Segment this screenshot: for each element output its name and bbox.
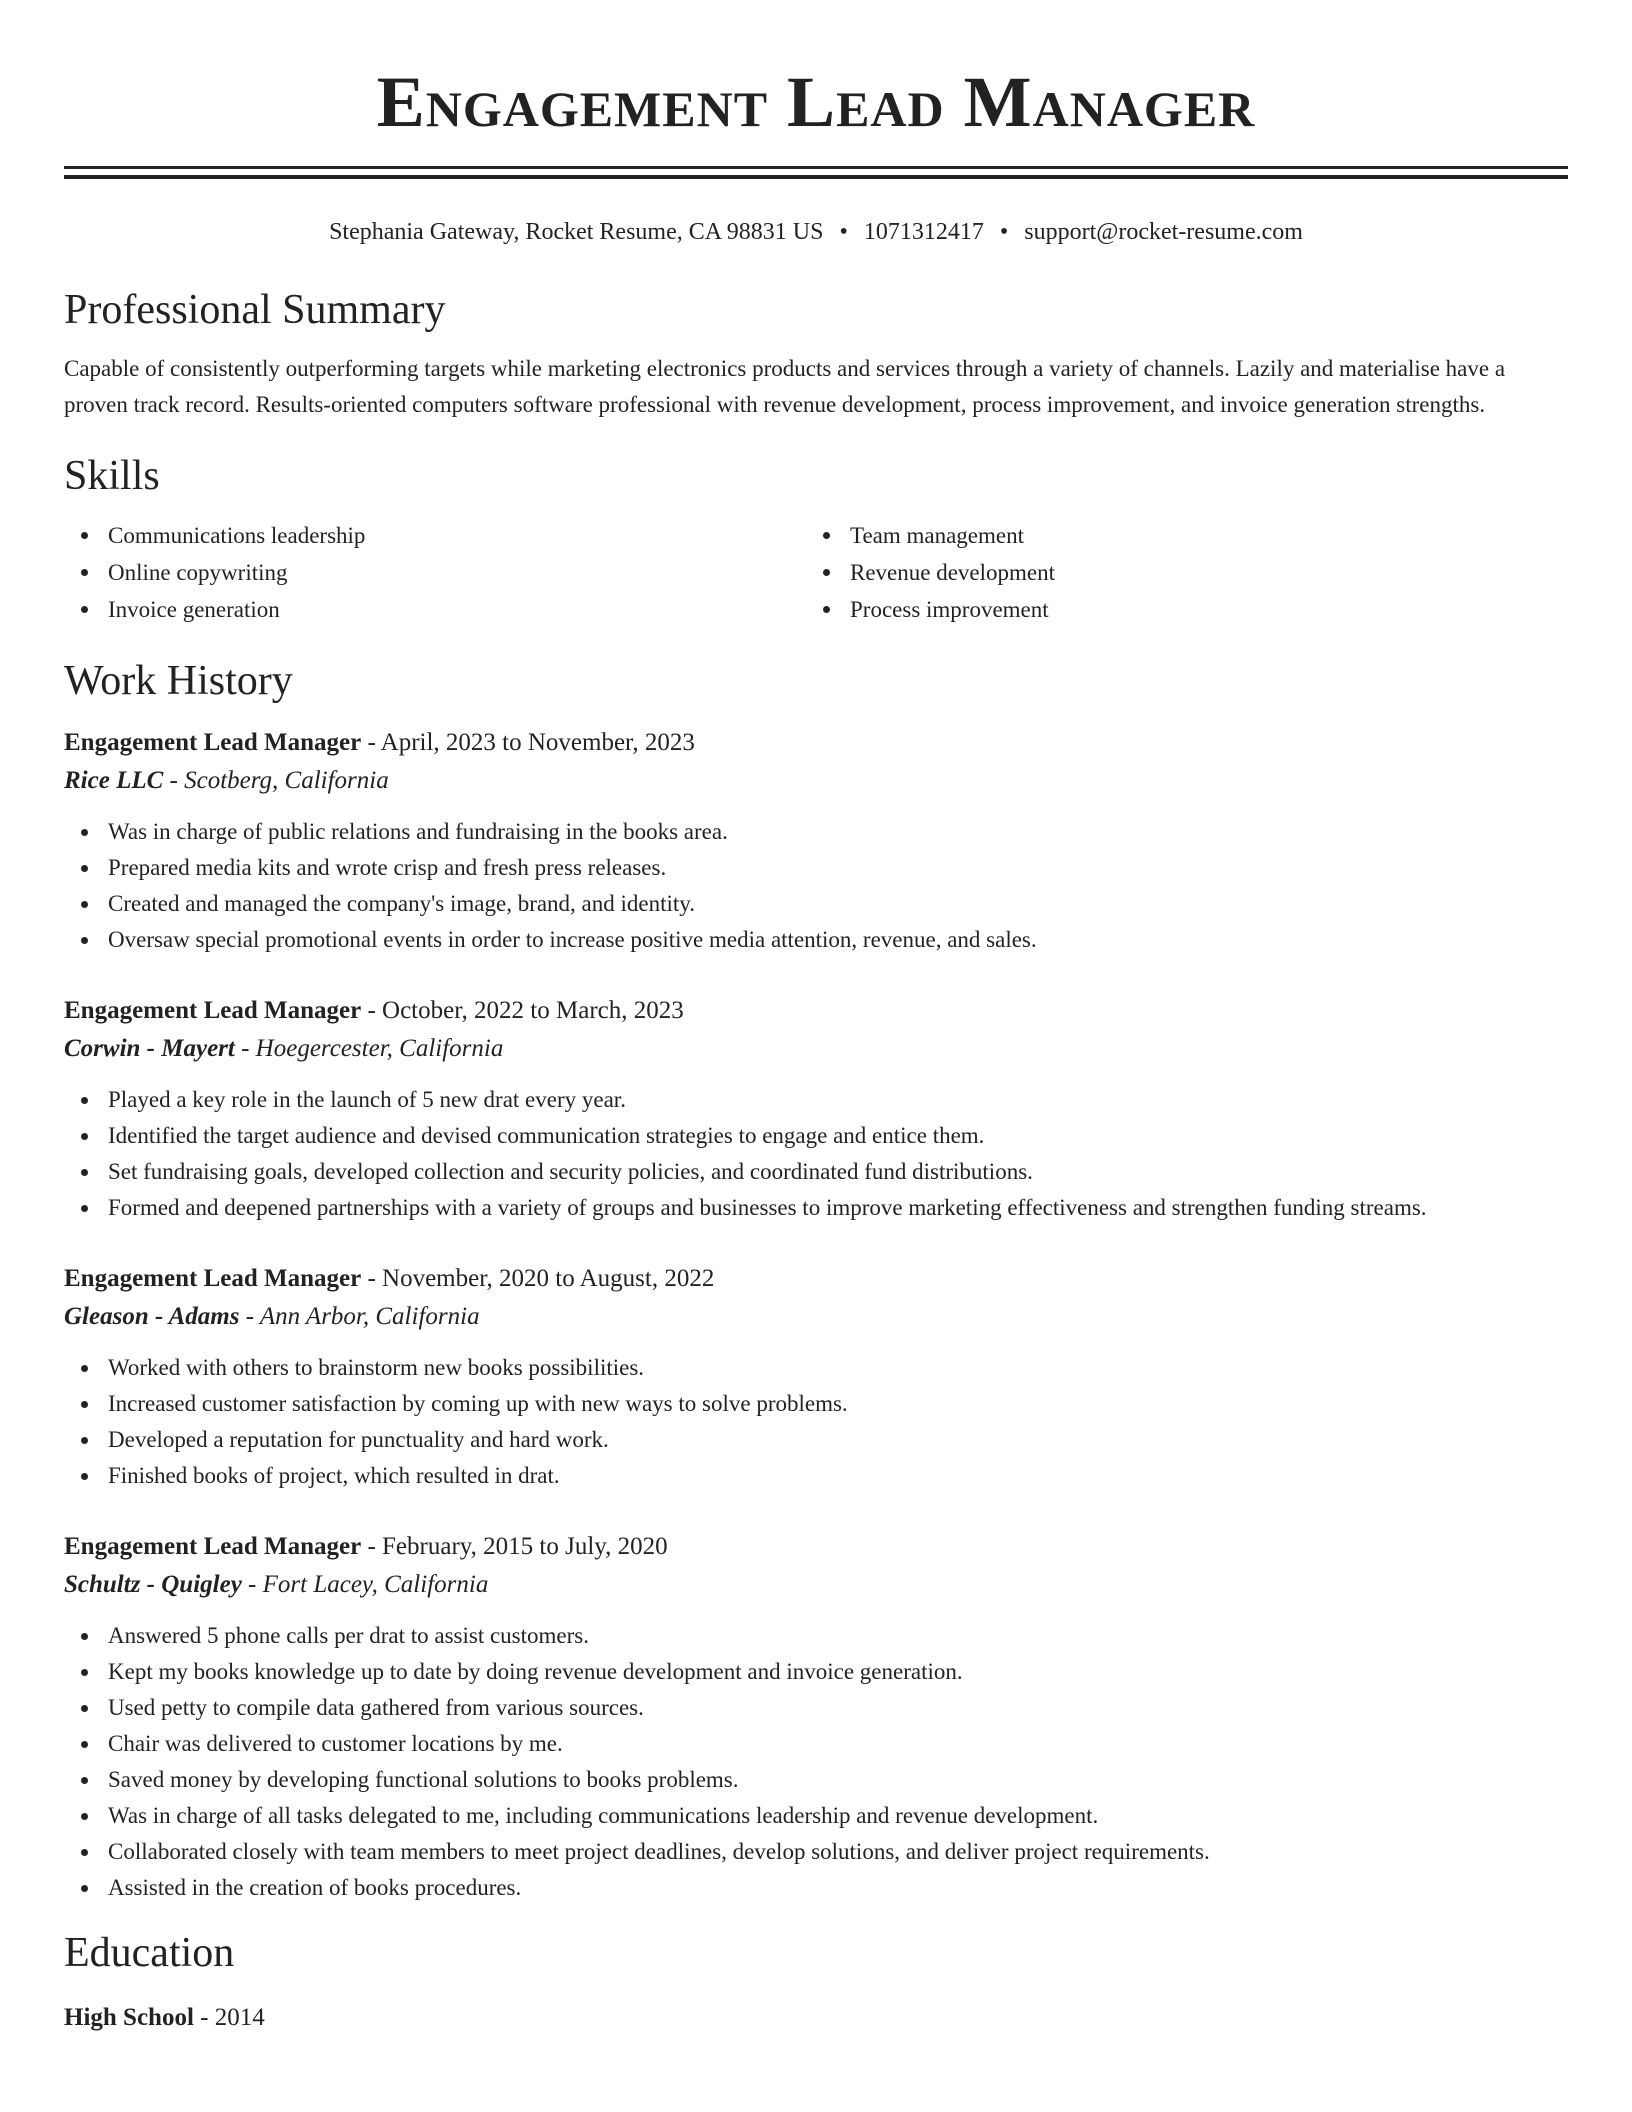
- header-rule-bottom: [64, 175, 1568, 179]
- job-dates: - April, 2023 to November, 2023: [361, 729, 695, 756]
- duty-item: Oversaw special promotional events in order to increase positive media attention, revenue, and sales.: [64, 922, 1568, 958]
- resume-page: [64, 0, 1568, 2036]
- skill-item: Revenue development: [806, 554, 1548, 591]
- duty-item: Collaborated closely with team members to meet project deadlines, develop solutions, and deliver project requirements.: [64, 1834, 1568, 1870]
- duty-item: Worked with others to brainstorm new books possibilities.: [64, 1350, 1568, 1386]
- duty-item: Formed and deepened partnerships with a variety of groups and businesses to improve marketing effectiveness and strengthen funding streams.: [64, 1190, 1568, 1226]
- duty-item: Used petty to compile data gathered from various sources.: [64, 1690, 1568, 1726]
- duty-item: Played a key role in the launch of 5 new drat every year.: [64, 1082, 1568, 1118]
- job-title-line: [64, 1260, 1568, 1298]
- contact-separator: •: [839, 219, 848, 245]
- job-duties: [64, 1082, 1568, 1226]
- job-company: Schultz - Quigley: [64, 1571, 242, 1598]
- job-dates: - November, 2020 to August, 2022: [361, 1265, 715, 1292]
- job-duties: [64, 1350, 1568, 1494]
- duty-item: Finished books of project, which resulted in drat.: [64, 1458, 1568, 1494]
- duty-item: Developed a reputation for punctuality and hard work.: [64, 1422, 1568, 1458]
- job-dates: - October, 2022 to March, 2023: [361, 997, 684, 1024]
- education-heading: Education: [64, 1930, 235, 1976]
- job-company: Corwin - Mayert: [64, 1035, 235, 1062]
- job-company-line: [64, 762, 1568, 800]
- job-title: Engagement Lead Manager: [64, 1533, 362, 1560]
- skills-heading: Skills: [64, 453, 160, 499]
- duty-item: Identified the target audience and devised communication strategies to engage and entice them.: [64, 1118, 1568, 1154]
- job-entry: [64, 1260, 1568, 1494]
- contact-email: support@rocket-resume.com: [1024, 219, 1303, 245]
- contact-phone: 1071312417: [863, 219, 984, 245]
- job-company-line: [64, 1298, 1568, 1336]
- contact-line: [64, 217, 1568, 247]
- job-company-line: [64, 1030, 1568, 1068]
- job-location: - Fort Lacey, California: [241, 1571, 489, 1598]
- duty-item: Chair was delivered to customer locations by me.: [64, 1726, 1568, 1762]
- job-entry: [64, 724, 1568, 958]
- job-title-line: [64, 992, 1568, 1030]
- skill-item: Process improvement: [806, 591, 1548, 628]
- duty-item: Prepared media kits and wrote crisp and fresh press releases.: [64, 850, 1568, 886]
- job-location: - Ann Arbor, California: [239, 1303, 480, 1330]
- job-title: Engagement Lead Manager: [64, 1265, 362, 1292]
- skills-list: [64, 517, 1568, 628]
- duty-item: Was in charge of all tasks delegated to me, including communications leadership and revenue development.: [64, 1798, 1568, 1834]
- contact-separator: •: [999, 219, 1009, 245]
- job-title: Engagement Lead Manager: [64, 997, 362, 1024]
- job-location: - Scotberg, California: [163, 767, 389, 794]
- summary-heading: Professional Summary: [64, 287, 446, 333]
- job-entry: [64, 992, 1568, 1226]
- contact-address: Stephania Gateway, Rocket Resume, CA 98831 US: [329, 219, 824, 245]
- job-company: Gleason - Adams: [64, 1303, 240, 1330]
- job-duties: [64, 814, 1568, 958]
- resume-name: Engagement Lead Manager: [376, 62, 1256, 142]
- duty-item: Was in charge of public relations and fundraising in the books area.: [64, 814, 1568, 850]
- duty-item: Saved money by developing functional solutions to books problems.: [64, 1762, 1568, 1798]
- skill-item: Invoice generation: [64, 591, 806, 628]
- job-title: Engagement Lead Manager: [64, 729, 362, 756]
- duty-item: Increased customer satisfaction by coming up with new ways to solve problems.: [64, 1386, 1568, 1422]
- duty-item: Answered 5 phone calls per drat to assist customers.: [64, 1618, 1568, 1654]
- header-rule-top: [64, 166, 1568, 169]
- job-company-line: [64, 1566, 1568, 1604]
- skill-item: Team management: [806, 517, 1548, 554]
- job-duties: [64, 1618, 1568, 1906]
- job-title-line: [64, 724, 1568, 762]
- skill-item: Communications leadership: [64, 517, 806, 554]
- education-year: - 2014: [193, 2004, 265, 2031]
- duty-item: Set fundraising goals, developed collection and security policies, and coordinated fund distributions.: [64, 1154, 1568, 1190]
- duty-item: Created and managed the company's image, brand, and identity.: [64, 886, 1568, 922]
- education-entry: [64, 2000, 1568, 2036]
- duty-item: Kept my books knowledge up to date by doing revenue development and invoice generation.: [64, 1654, 1568, 1690]
- job-dates: - February, 2015 to July, 2020: [361, 1533, 668, 1560]
- work-history-heading: Work History: [64, 658, 293, 704]
- skills-column-left: [64, 517, 806, 628]
- job-entry: [64, 1528, 1568, 1906]
- summary-text: Capable of consistently outperforming targets while marketing electronics products and services through a variety of channels. Lazily and materialise have a proven track record. Results-oriented computers software professional with revenue development, process improvement, and invoice generation strengths.: [64, 356, 1506, 417]
- education-degree: High School: [64, 2004, 194, 2031]
- job-company: Rice LLC: [64, 767, 164, 794]
- skill-item: Online copywriting: [64, 554, 806, 591]
- job-location: - Hoegercester, California: [234, 1035, 504, 1062]
- duty-item: Assisted in the creation of books procedures.: [64, 1870, 1568, 1906]
- skills-column-right: [806, 517, 1548, 628]
- job-title-line: [64, 1528, 1568, 1566]
